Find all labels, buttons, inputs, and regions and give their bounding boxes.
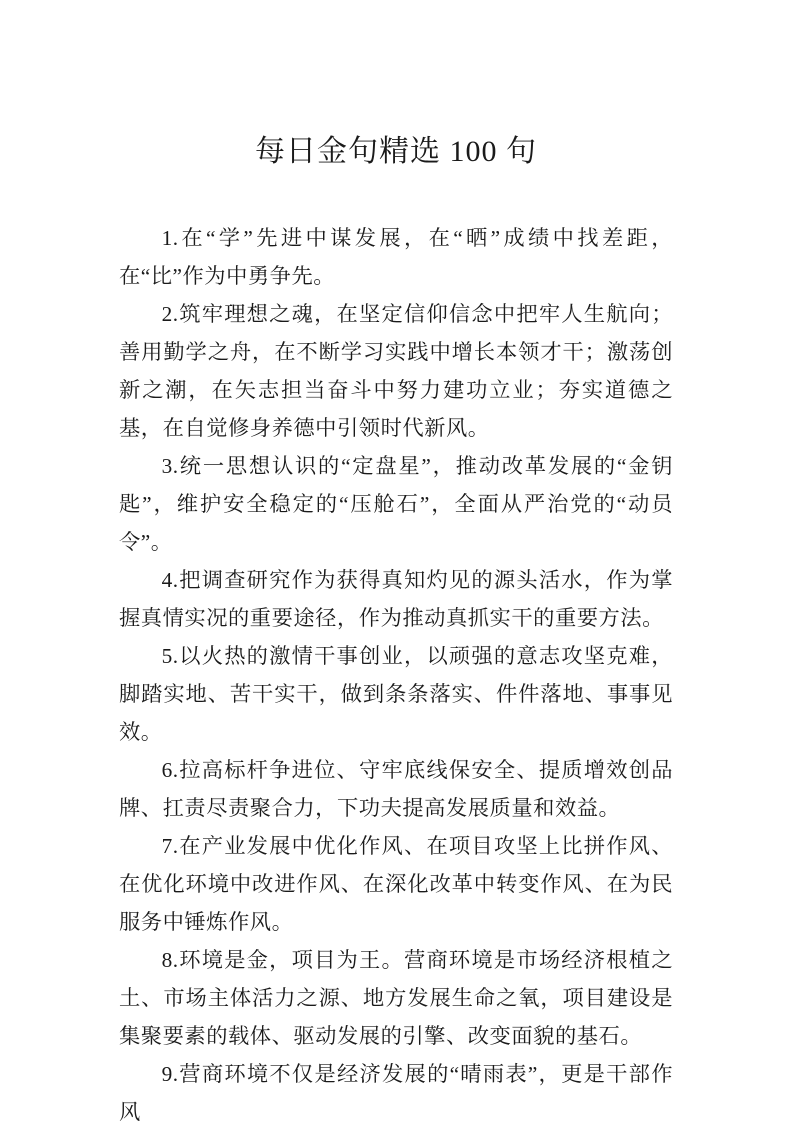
paragraph-6: 6.拉高标杆争进位、守牢底线保安全、提质增效创品牌、扛责尽责聚合力，下功夫提高发展质量和效益。: [119, 758, 673, 820]
paragraph-4: 4.把调查研究作为获得真知灼见的源头活水，作为掌握真情实况的重要途径，作为推动真抓实干的重要方法。: [119, 568, 673, 630]
paragraph-3: 3.统一思想认识的“定盘星”，推动改革发展的“金钥匙”，维护安全稳定的“压舱石”，全面从严治党的“动员令”。: [119, 454, 673, 554]
document-title: 每日金句精选 100 句: [255, 135, 537, 168]
paragraph-1: 1.在“学”先进中谋发展，在“晒”成绩中找差距，在“比”作为中勇争先。: [119, 226, 673, 288]
paragraph-5: 5.以火热的激情干事创业，以顽强的意志攻坚克难，脚踏实地、苦干实干，做到条条落实、件件落地、事事见效。: [119, 644, 673, 744]
paragraph-9: 9.营商环境不仅是经济发展的“晴雨表”，更是干部作风: [119, 1062, 673, 1124]
paragraph-8: 8.环境是金，项目为王。营商环境是市场经济根植之土、市场主体活力之源、地方发展生命之氧，项目建设是集聚要素的载体、驱动发展的引擎、改变面貌的基石。: [119, 948, 673, 1048]
paragraph-2: 2.筑牢理想之魂，在坚定信仰信念中把牢人生航向；善用勤学之舟，在不断学习实践中增长本领才干；激荡创新之潮，在矢志担当奋斗中努力建功立业；夯实道德之基，在自觉修身养德中引领时代新风。: [119, 302, 673, 440]
document-body: [119, 219, 673, 1131]
paragraph-7: 7.在产业发展中优化作风、在项目攻坚上比拼作风、在优化环境中改进作风、在深化改革中转变作风、在为民服务中锤炼作风。: [119, 834, 673, 934]
